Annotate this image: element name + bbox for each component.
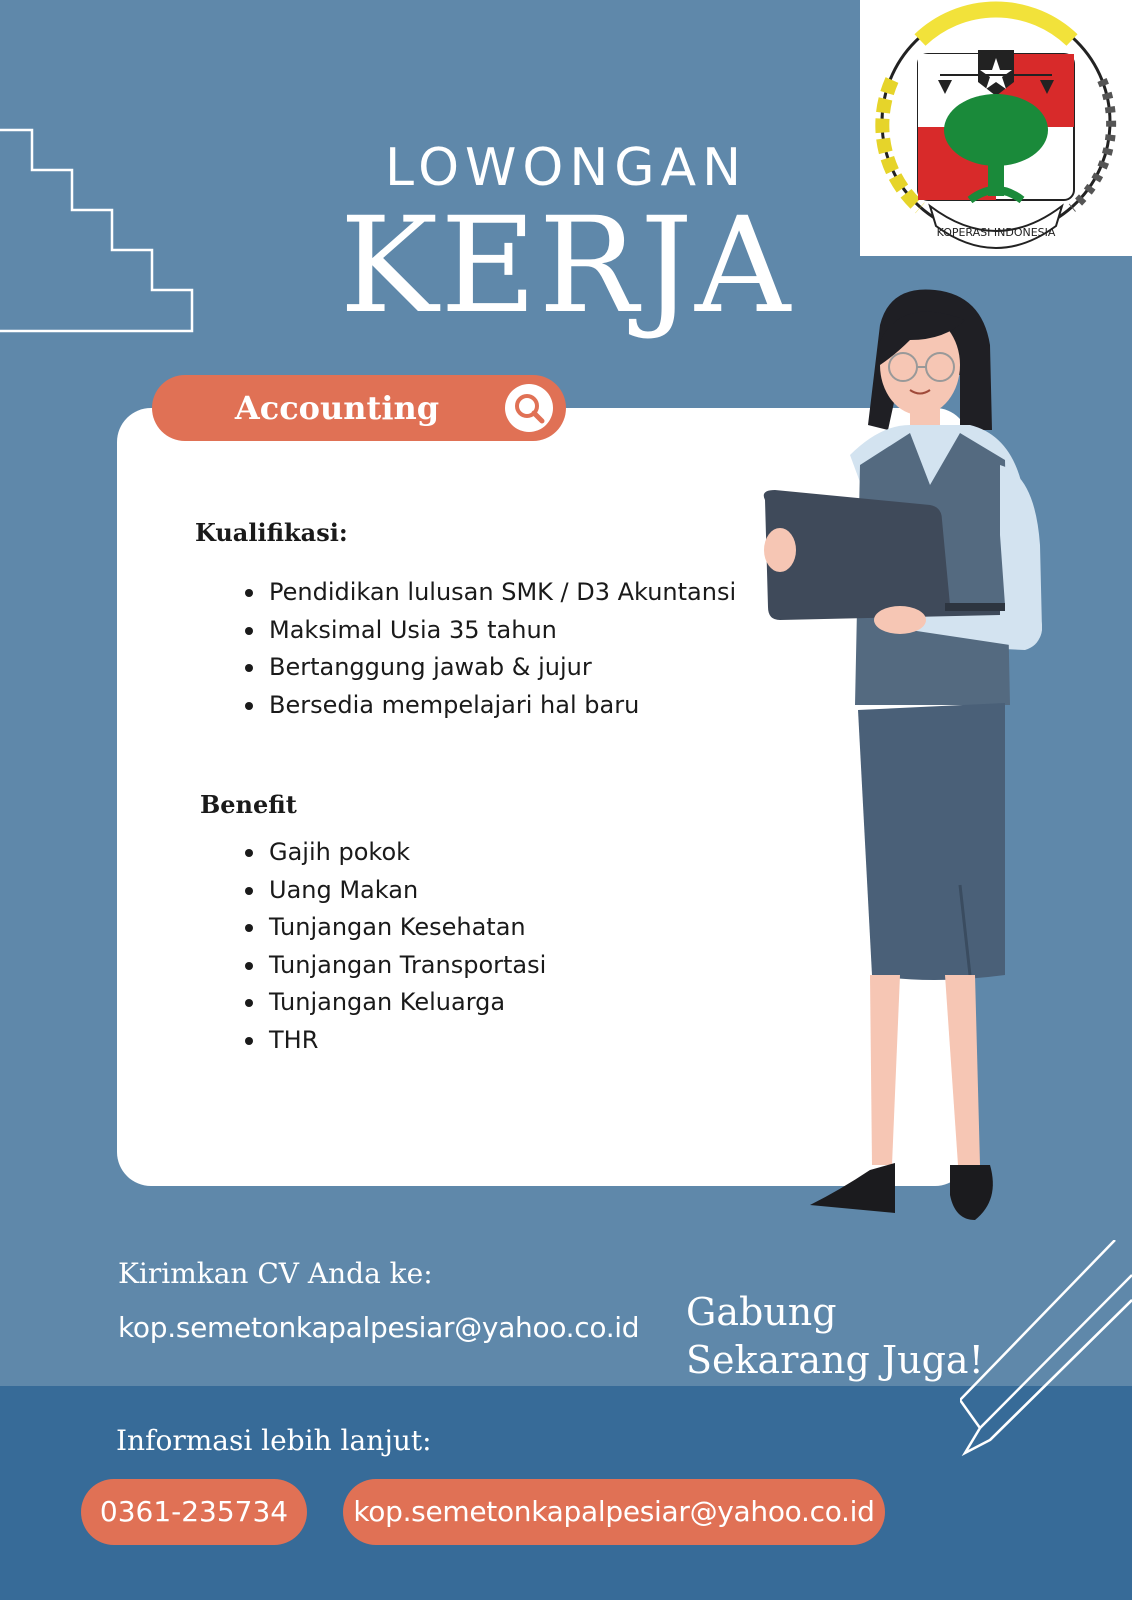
- list-item: Bersedia mempelajari hal baru: [245, 687, 736, 725]
- list-item: Bertanggung jawab & jujur: [245, 649, 736, 687]
- benefits-list: [245, 834, 546, 1059]
- cv-label: Kirimkan CV Anda ke:: [118, 1257, 433, 1290]
- list-item: Tunjangan Keluarga: [245, 984, 546, 1022]
- list-item: Gajih pokok: [245, 834, 546, 872]
- businesswoman-illustration: [760, 285, 1100, 1250]
- cta-line-1: Gabung: [686, 1290, 837, 1334]
- koperasi-logo: [860, 0, 1132, 256]
- email-button[interactable]: kop.semetonkapalpesiar@yahoo.co.id: [343, 1479, 885, 1545]
- pencil-decoration: [960, 1240, 1132, 1460]
- info-label: Informasi lebih lanjut:: [116, 1424, 432, 1457]
- title-kerja: KERJA: [339, 189, 793, 343]
- list-item: Pendidikan lulusan SMK / D3 Akuntansi: [245, 574, 736, 612]
- list-item: Uang Makan: [245, 872, 546, 910]
- phone-button[interactable]: 0361-235734: [81, 1479, 307, 1545]
- qualifications-title: Kualifikasi:: [195, 518, 348, 547]
- koperasi-emblem-icon: [860, 0, 1132, 256]
- title-lowongan: LOWONGAN: [384, 138, 748, 198]
- list-item: Tunjangan Kesehatan: [245, 909, 546, 947]
- list-item: Maksimal Usia 35 tahun: [245, 612, 736, 650]
- qualifications-list: [245, 574, 736, 724]
- search-icon: [504, 383, 554, 433]
- logo-text: KOPERASI INDONESIA: [936, 226, 1056, 239]
- benefits-title: Benefit: [200, 790, 297, 819]
- job-title: Accounting: [234, 389, 440, 427]
- job-title-pill: [152, 375, 566, 441]
- list-item: Tunjangan Transportasi: [245, 947, 546, 985]
- cta-line-2: Sekarang Juga!: [686, 1338, 984, 1382]
- list-item: THR: [245, 1022, 546, 1060]
- cv-email-link[interactable]: kop.semetonkapalpesiar@yahoo.co.id: [118, 1311, 640, 1344]
